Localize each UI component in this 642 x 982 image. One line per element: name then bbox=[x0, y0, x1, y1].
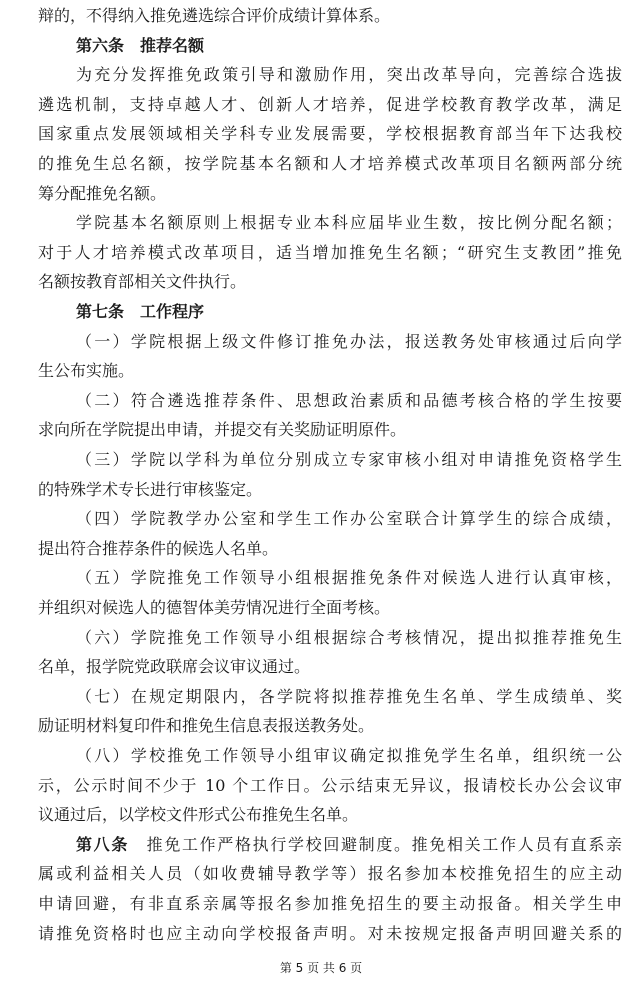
text-line: 对于人才培养模式改革项目，适当增加推免生名额；“研究生支教团”推免 bbox=[38, 242, 622, 262]
text-line: 第六条 推荐名额 bbox=[76, 35, 205, 55]
text-line: 的特殊学术专长进行审核鉴定。 bbox=[38, 479, 263, 499]
text-line: 名额按教育部相关文件执行。 bbox=[38, 272, 247, 292]
text-line: 求向所在学院提出申请，并提交有关奖励证明原件。 bbox=[38, 420, 407, 440]
text-line: （五）学院推免工作领导小组根据推免条件对候选人进行认真审核， bbox=[76, 568, 622, 588]
text-line: 的推免生总名额，按学院基本名额和人才培养模式改革项目名额两部分统 bbox=[38, 154, 622, 173]
article-label: 第八条 bbox=[76, 834, 147, 854]
text-line bbox=[76, 835, 622, 855]
text-line: （四）学院教学办公室和学生工作办公室联合计算学生的综合成绩， bbox=[76, 509, 622, 529]
text-line: 申请回避，有非直系亲属等报名参加推免招生的要主动报备。相关学生申 bbox=[38, 894, 622, 913]
text-line: 筹分配推免名额。 bbox=[38, 183, 167, 203]
text-line: 励证明材料复印件和推免生信息表报送教务处。 bbox=[38, 716, 375, 736]
text-line: （二）符合遴选推荐条件、思想政治素质和品德考核合格的学生按要 bbox=[76, 390, 622, 410]
text-line: 属或利益相关人员（如收费辅导教学等）报名参加本校推免招生的应主动 bbox=[38, 864, 622, 884]
text-line: 生公布实施。 bbox=[38, 361, 135, 381]
text-line: （七）在规定期限内，各学院将拟推荐推免生名单、学生成绩单、奖 bbox=[76, 686, 622, 706]
text-line: （八）学校推免工作领导小组审议确定拟推免学生名单，组织统一公 bbox=[76, 746, 622, 765]
text-line: （三）学院以学科为单位分别成立专家审核小组对申请推免资格学生 bbox=[76, 450, 622, 469]
text-line: 国家重点发展领域相关学科专业发展需要，学校根据教育部当年下达我校 bbox=[38, 124, 622, 144]
text-line: 示，公示时间不少于 10 个工作日。公示结束无异议，报请校长办公会议审 bbox=[38, 775, 622, 795]
text-line: （六）学院推免工作领导小组根据综合考核情况，提出拟推荐推免生 bbox=[76, 627, 622, 647]
article-text: 推免工作严格执行学校回避制度。推免相关工作人员有直系亲 bbox=[146, 834, 622, 854]
page-footer: 第 5 页 共 6 页 bbox=[279, 961, 363, 975]
text-line: 提出符合推荐条件的候选人名单。 bbox=[38, 538, 279, 558]
text-line: 遴选机制，支持卓越人才、创新人才培养，促进学校教育教学改革，满足 bbox=[38, 94, 622, 114]
text-line: 第七条 工作程序 bbox=[76, 302, 205, 321]
text-line: 辩的，不得纳入推免遴选综合评价成绩计算体系。 bbox=[38, 6, 391, 25]
text-line: 请推免资格时也应主动向学校报备声明。对未按规定报备声明回避关系的 bbox=[38, 923, 622, 943]
text-line: 名单，报学院党政联席会议审议通过。 bbox=[38, 657, 311, 677]
text-line: （一）学院根据上级文件修订推免办法，报送教务处审核通过后向学 bbox=[76, 331, 622, 351]
text-line: 学院基本名额原则上根据专业本科应届毕业生数，按比例分配名额； bbox=[76, 213, 622, 233]
text-line: 为充分发挥推免政策引导和激励作用，突出改革导向，完善综合选拔 bbox=[76, 65, 622, 85]
text-line: 议通过后，以学校文件形式公布推免生名单。 bbox=[38, 805, 359, 825]
text-line: 并组织对候选人的德智体美劳情况进行全面考核。 bbox=[38, 598, 391, 617]
